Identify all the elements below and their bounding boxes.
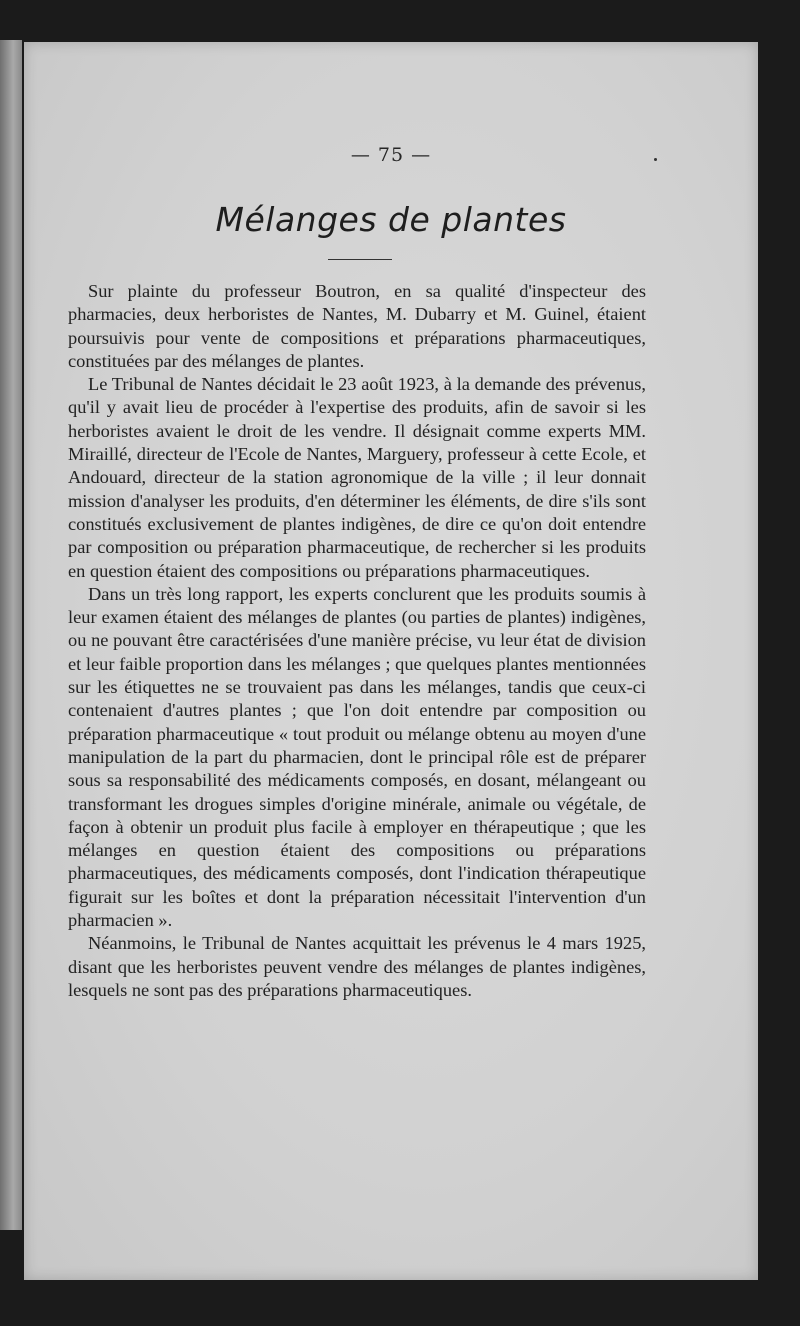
book-page [24, 42, 758, 1280]
page-number: — 75 — [350, 144, 432, 166]
ink-speck [654, 158, 657, 161]
title-rule [328, 259, 392, 260]
body-text [68, 280, 646, 1002]
paragraph-3: Dans un très long rapport, les experts conclurent que les produits soumis à leur examen étaient des mélanges de plantes (ou parties de plantes) indigènes, ou ne pouvant être caractérisées d'une manière précise, vu leur état de division et leur faible proportion dans les mélanges ; que quelques plantes mentionnées sur les étiquettes ne se trouvaient pas dans les mélanges, tandis que ceux-ci contenaient d'autres plantes ; que l'on doit entendre par composition ou préparation pharmaceutique « tout produit ou mélange obtenu au moyen d'une manipulation de la part du pharmacien, dont le principal rôle est de préparer sous sa responsabilité des médicaments composés, en dosant, mélangeant ou transformant les drogues simples d'origine minérale, animale ou végétale, de façon à obtenir un produit plus facile à employer en thérapeutique ; que les mélanges en question étaient des compositions ou préparations pharmaceutiques, des médicaments composés, dont l'indication thérapeutique figurait sur les boîtes et dont la préparation nécessitait l'intervention d'un pharmacien ». [68, 583, 646, 931]
paragraph-2: Le Tribunal de Nantes décidait le 23 août 1923, à la demande des prévenus, qu'il y avait lieu de procéder à l'expertise des produits, afin de savoir si les herboristes avaient le droit de les vendre. Il désignait comme experts MM. Miraillé, directeur de l'Ecole de Nantes, Marguery, professeur à cette Ecole, et Andouard, directeur de la station agronomique de la ville ; il leur donnait mission d'analyser les produits, d'en déterminer les éléments, de dire s'ils sont constitués exclusivement de plantes indigènes, de dire ce qu'on doit entendre par composition ou préparation pharmaceutique, de rechercher si les produits en question étaient des compositions ou préparations pharmaceutiques. [68, 374, 646, 581]
paragraph-1: Sur plainte du professeur Boutron, en sa qualité d'inspecteur des pharmacies, deux herboristes de Nantes, M. Dubarry et M. Guinel, étaient poursuivis pour vente de compositions et préparations pharmaceutiques, constituées par des mélanges de plantes. [68, 281, 646, 371]
previous-page-edge [0, 40, 22, 1230]
chapter-title: Mélanges de plantes [215, 200, 567, 239]
paragraph-4: Néanmoins, le Tribunal de Nantes acquittait les prévenus le 4 mars 1925, disant que les herboristes peuvent vendre des mélanges de plantes indigènes, lesquels ne sont pas des préparations pharmaceutiques. [68, 933, 646, 1000]
